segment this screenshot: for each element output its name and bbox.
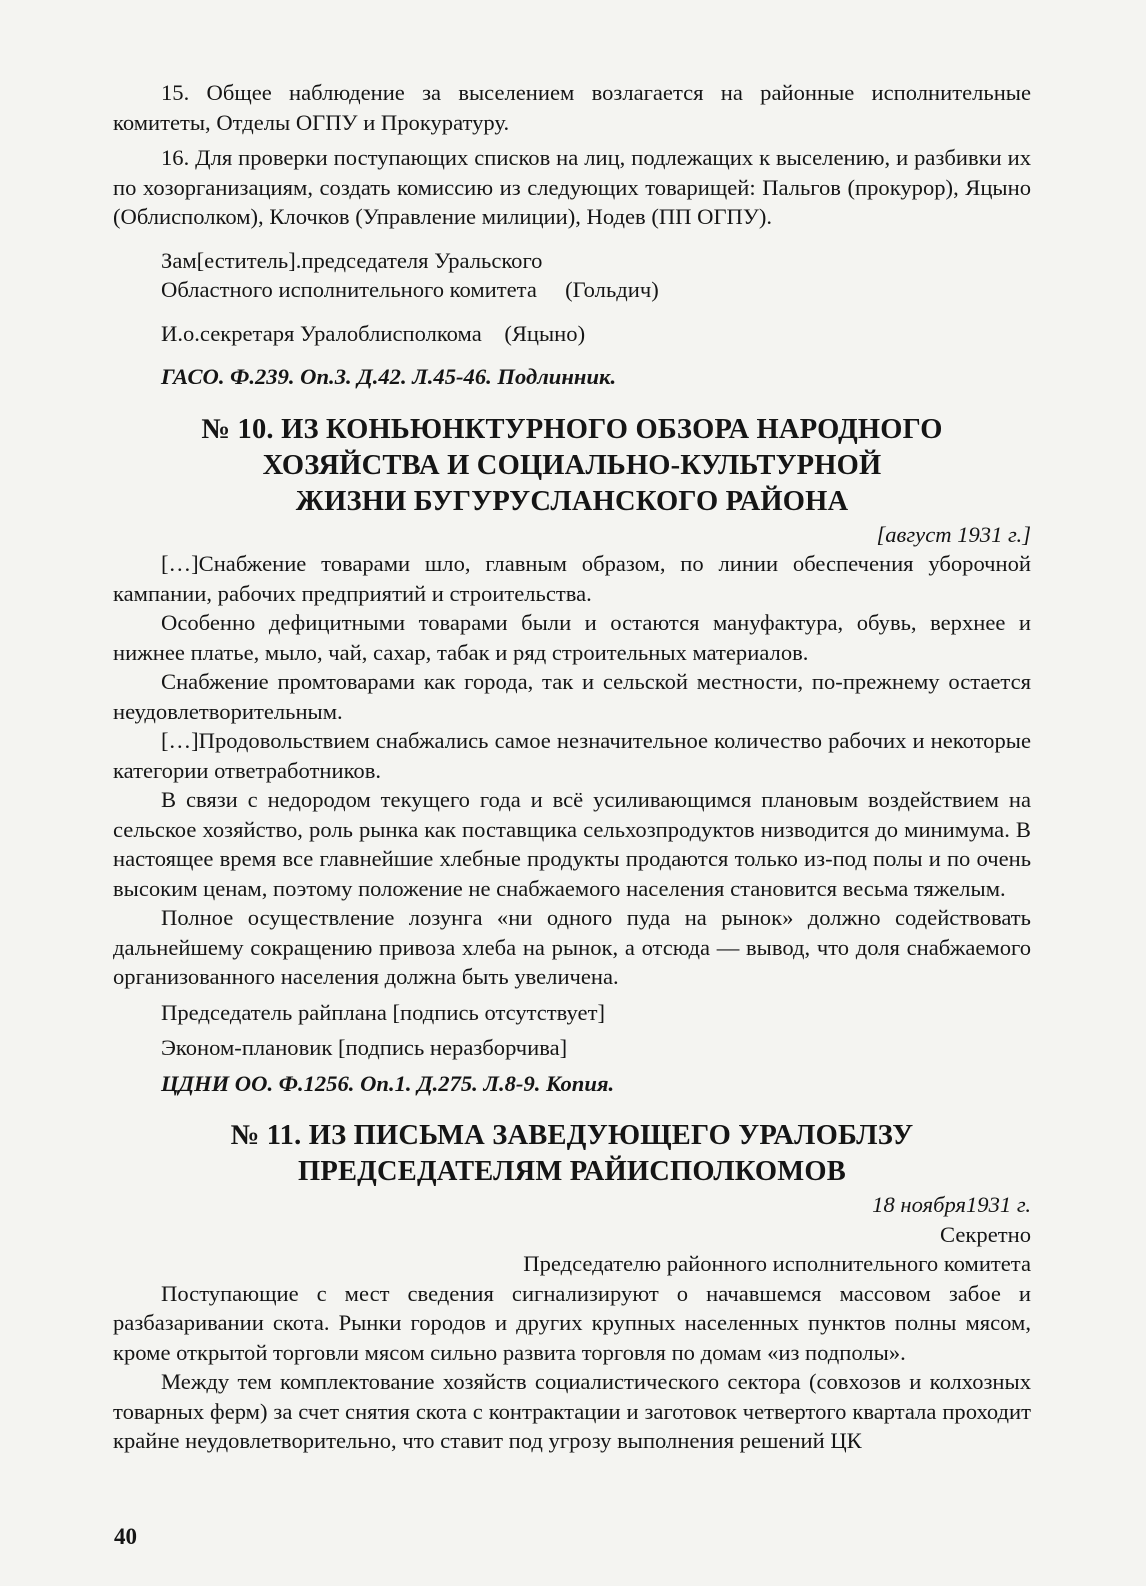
archive-source-2: ЦДНИ ОО. Ф.1256. Оп.1. Д.275. Л.8-9. Копия. [161, 1070, 615, 1096]
document-10-title [113, 412, 1031, 520]
signature-raiplan-chairman: Председатель райплана [подпись отсутствует] [161, 999, 605, 1025]
paragraph-16: 16. Для проверки поступающих списков на лиц, подлежащих к выселению, и разбивки их по хозорганизациям, создать комиссию из следующих товарищей: Пальгов (прокурор), Яцыно (Облисполком), Клочков (Управление милиции), Нодев (ПП ОГПУ). [113, 145, 1031, 229]
document-10-paragraph: […]Снабжение товарами шло, главным образом, по линии обеспечения уборочной кампании, рабочих предприятий и строительства. [113, 551, 1031, 606]
signature-economist: Эконом-плановик [подпись неразборчива] [161, 1035, 568, 1060]
document-11-title [113, 1118, 1031, 1190]
document-10-title-line2: ХОЗЯЙСТВА И СОЦИАЛЬНО-КУЛЬТУРНОЙ [262, 449, 882, 481]
document-10-title-line1: № 10. ИЗ КОНЬЮНКТУРНОГО ОБЗОРА НАРОДНОГО [201, 413, 943, 445]
document-10-title-line3: ЖИЗНИ БУГУРУСЛАНСКОГО РАЙОНА [295, 485, 849, 517]
document-10-paragraph: В связи с недородом текущего года и всё усиливающимся плановым воздействием на сельское хозяйство, роль рынка как поставщика сельхозпродуктов низводится до минимума. В настоящее время все главнейшие хлебные продукты продаются только из-под полы и по очень высоким ценам, поэтому положение не снабжаемого населения становится весьма тяжелым. [113, 787, 1031, 901]
document-11-title-line1: № 11. ИЗ ПИСЬМА ЗАВЕДУЮЩЕГО УРАЛОБЛЗУ [230, 1120, 914, 1151]
secrecy-mark: Секретно [940, 1221, 1031, 1247]
document-10-paragraph: Снабжение промтоварами как города, так и сельской местности, по-прежнему остается неудовлетворительным. [113, 669, 1031, 724]
paragraph-15: 15. Общее наблюдение за выселением возлагается на районные исполнительные комитеты, Отделы ОГПУ и Прокуратуру. [113, 80, 1031, 135]
page-number: 40 [114, 1524, 137, 1549]
document-11-paragraph: Между тем комплектование хозяйств социалистического сектора (совхозов и колхозных товарных ферм) за счет снятия скота с контрактации и заготовок четвертого квартала проходит крайне неудовлетворительно, что ставит под угрозу выполнения решений ЦК [113, 1369, 1031, 1453]
document-10-date: [август 1931 г.] [876, 521, 1031, 547]
addressee: Председателю районного исполнительного комитета [523, 1251, 1031, 1276]
document-10-paragraph: […]Продовольствием снабжались самое незначительное количество рабочих и некоторые категории ответработников. [113, 728, 1031, 783]
signature-deputy-chairman-line2: Областного исполнительного комитета (Гольдич) [161, 277, 659, 302]
page-text-column [113, 78, 1031, 1456]
signature-secretary: И.о.секретаря Уралоблисполкома (Яцыно) [161, 320, 586, 346]
document-10-paragraph: Особенно дефицитными товарами были и остаются мануфактура, обувь, верхнее и нижнее платье, мыло, чай, сахар, табак и ряд строительных материалов. [113, 610, 1031, 665]
archive-source-1: ГАСО. Ф.239. Оп.3. Д.42. Л.45-46. Подлинник. [161, 364, 617, 389]
document-11-date: 18 ноября1931 г. [872, 1192, 1031, 1217]
document-10-paragraph: Полное осуществление лозунга «ни одного пуда на рынок» должно содействовать дальнейшему сокращению привоза хлеба на рынок, а отсюда — вывод, что доля снабжаемого организованного населения должна быть увеличена. [113, 905, 1031, 989]
document-11-paragraph: Поступающие с мест сведения сигнализируют о начавшемся массовом забое и разбазаривании скота. Рынки городов и других крупных населенных пунктов полны мясом, кроме открытой торговли мясом сильно развита торговля по домам «из подполы». [113, 1280, 1031, 1365]
document-11-title-line2: ПРЕДСЕДАТЕЛЯМ РАЙИСПОЛКОМОВ [298, 1156, 846, 1187]
signature-deputy-chairman-line1: Зам[еститель].председателя Уральского [161, 247, 543, 273]
